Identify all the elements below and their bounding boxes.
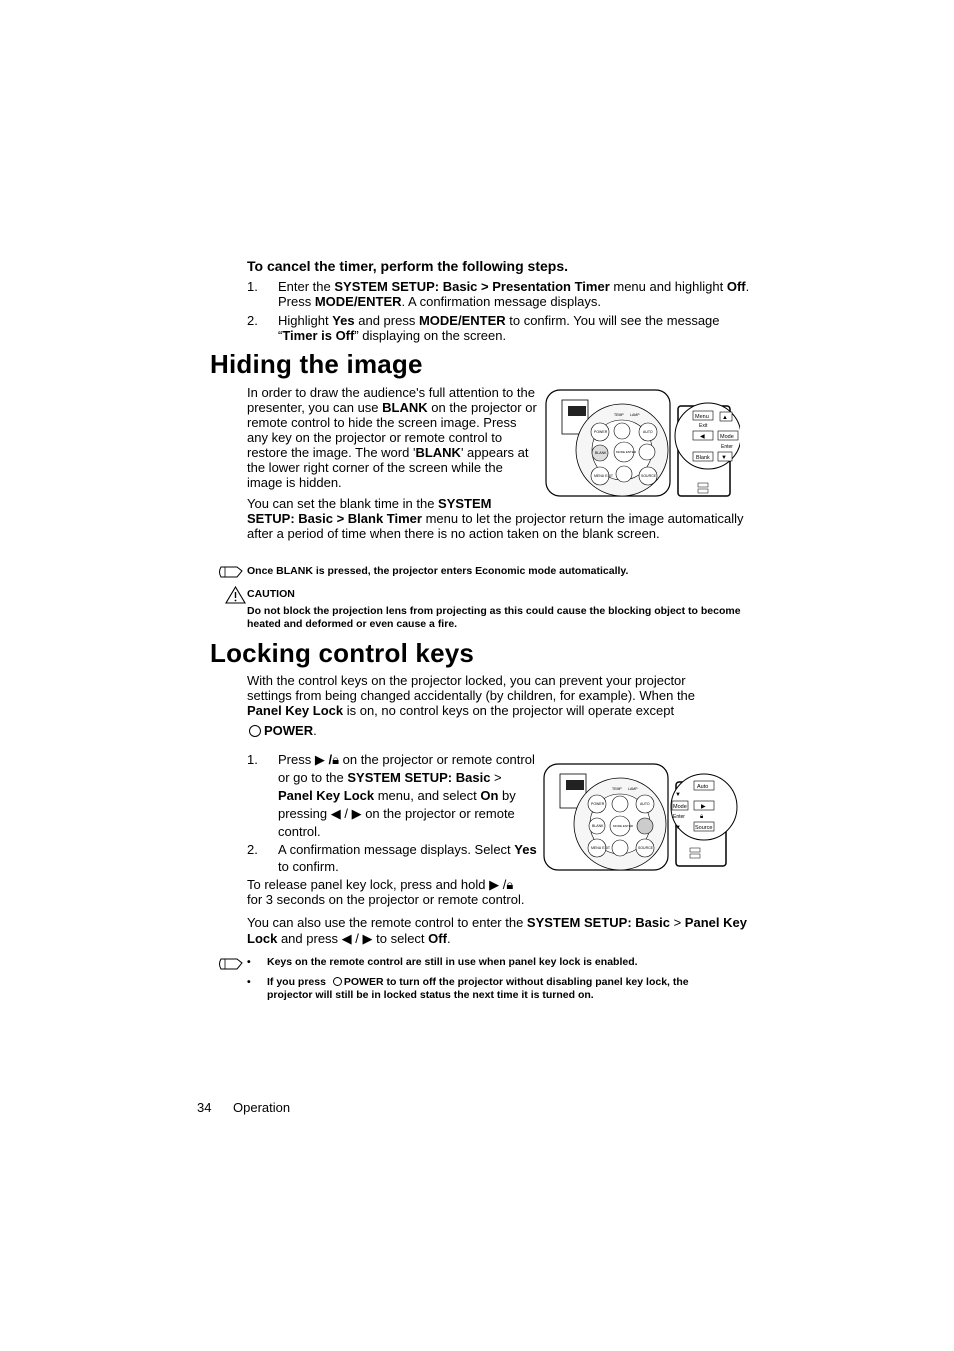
power-icon bbox=[249, 725, 261, 737]
timer-steps bbox=[247, 279, 752, 343]
power-icon bbox=[333, 977, 342, 986]
lock-note-2: • If you press POWER to turn off the projector without disabling panel key lock, the projector will still be in locked status the next time it is turned on. bbox=[247, 976, 689, 1001]
proj-label: SOURCE bbox=[638, 846, 653, 850]
timer-step-2: 2. Highlight Yes and press MODE/ENTER to confirm. You will see the message “Timer is Off” displaying on the screen. bbox=[247, 313, 720, 343]
proj-label: MENU EXIT bbox=[591, 846, 611, 850]
remote-label: Enter bbox=[673, 814, 685, 820]
proj-label: MENU EXIT bbox=[594, 474, 614, 478]
remote-label: Menu bbox=[695, 414, 709, 420]
note-icon bbox=[217, 565, 243, 580]
footer-section: Operation bbox=[233, 1100, 291, 1115]
proj-label: BLANK bbox=[595, 451, 607, 455]
proj-label: MODE ENTER bbox=[616, 450, 637, 454]
proj-label: SOURCE bbox=[641, 474, 656, 478]
proj-label: TEMP bbox=[612, 787, 622, 791]
right-arrow-icon: ▶ bbox=[351, 806, 362, 821]
locking-step-2: 2. A confirmation message displays. Select Yes to confirm. bbox=[247, 842, 537, 874]
lock-icon: 🔒︎ bbox=[506, 877, 514, 892]
down-arrow-icon: ▼ bbox=[721, 455, 727, 461]
release-text: To release panel key lock, press and hold ▶ /🔒︎ for 3 seconds on the projector or remote control. bbox=[247, 877, 525, 907]
right-arrow-icon: ▶ bbox=[701, 804, 706, 810]
right-arrow-icon: ▶ bbox=[314, 752, 325, 767]
up-arrow-icon: ▲ bbox=[722, 415, 728, 421]
remote-label: Blank bbox=[696, 455, 710, 461]
timer-step-1: 1. Enter the SYSTEM SETUP: Basic > Presentation Timer menu and highlight Off. Press MODE/ENTER. A confirmation message displays. bbox=[247, 279, 750, 309]
proj-label: TEMP bbox=[614, 413, 624, 417]
hiding-title: Hiding the image bbox=[210, 349, 423, 379]
also-text: You can also use the remote control to enter the SYSTEM SETUP: Basic > Panel Key Lock and press ◀ / ▶ to select Off. bbox=[247, 915, 747, 946]
remote-label: Enter bbox=[721, 444, 733, 450]
remote-label: Mode bbox=[720, 434, 734, 440]
hiding-para2-first: You can set the blank time in the SYSTEM bbox=[247, 496, 492, 511]
proj-label: BLANK bbox=[592, 824, 604, 828]
proj-label: MODE ENTER bbox=[613, 824, 634, 828]
remote-label: Source bbox=[695, 825, 713, 831]
locking-step-1: 1. Press ▶ /🔒︎ on the projector or remote control or go to the SYSTEM SETUP: Basic > Panel Key Lock menu, and select On by pressing ◀ / ▶ on the projector or remote control. bbox=[247, 752, 535, 839]
remote-label: Auto bbox=[697, 784, 709, 790]
proj-label: POWER bbox=[591, 802, 605, 806]
power-line: POWER. bbox=[249, 723, 317, 738]
down-arrow-icon: ▼ bbox=[675, 825, 681, 831]
caution-text: Do not block the projection lens from projecting as this could cause the blocking object to become heated and deformed or even cause a fire. bbox=[247, 605, 741, 630]
left-arrow-icon: ◀ bbox=[330, 806, 341, 821]
caution-label: CAUTION bbox=[247, 588, 295, 600]
note-icon bbox=[217, 957, 243, 972]
lock-icon: 🔒︎ bbox=[700, 814, 704, 820]
blank-note: Once BLANK is pressed, the projector enters Economic mode automatically. bbox=[247, 565, 629, 577]
left-arrow-icon: ◀ bbox=[341, 931, 352, 946]
proj-label: LAMP bbox=[628, 787, 638, 791]
up-arrow-icon: ▼ bbox=[675, 792, 681, 798]
right-arrow-icon: ▶ bbox=[489, 877, 500, 892]
locking-steps bbox=[247, 751, 537, 875]
left-arrow-icon: ◀ bbox=[700, 434, 705, 440]
lock-icon: 🔒︎ bbox=[332, 752, 340, 767]
proj-label: AUTO bbox=[640, 802, 650, 806]
hiding-para2: SETUP: Basic > Blank Timer menu to let the projector return the image automatically after a period of time when there is no action taken on the blank screen. bbox=[247, 511, 744, 541]
proj-label: AUTO bbox=[643, 430, 653, 434]
proj-label: LAMP bbox=[630, 413, 640, 417]
lock-note-1: • Keys on the remote control are still in use when panel key lock is enabled. bbox=[247, 956, 638, 968]
page-number: 34 bbox=[197, 1100, 212, 1115]
caution-icon bbox=[225, 586, 246, 604]
projector-remote-lock-figure bbox=[542, 762, 740, 872]
proj-label: POWER bbox=[594, 430, 608, 434]
locking-title: Locking control keys bbox=[210, 638, 475, 668]
remote-label: Mode bbox=[673, 804, 687, 810]
right-arrow-icon: ▶ bbox=[362, 931, 373, 946]
lock-notes bbox=[247, 956, 737, 1002]
locking-para1: With the control keys on the projector locked, you can prevent your projector settings from being changed accidentally (by children, for example). When the Panel Key Lock is on, no control keys on the projector will operate except bbox=[247, 673, 696, 718]
projector-remote-blank-figure bbox=[544, 388, 740, 500]
hiding-para1: In order to draw the audience's full attention to the presenter, you can use BLANK on the projector or remote control to hide the screen image. Press any key on the projector or remote control to restore the image. The word 'BLANK' appears at the lower right corner of the screen while the image is hidden. bbox=[247, 385, 537, 490]
timer-subheading: To cancel the timer, perform the following steps. bbox=[247, 258, 569, 274]
remote-label: Exit bbox=[699, 423, 708, 429]
